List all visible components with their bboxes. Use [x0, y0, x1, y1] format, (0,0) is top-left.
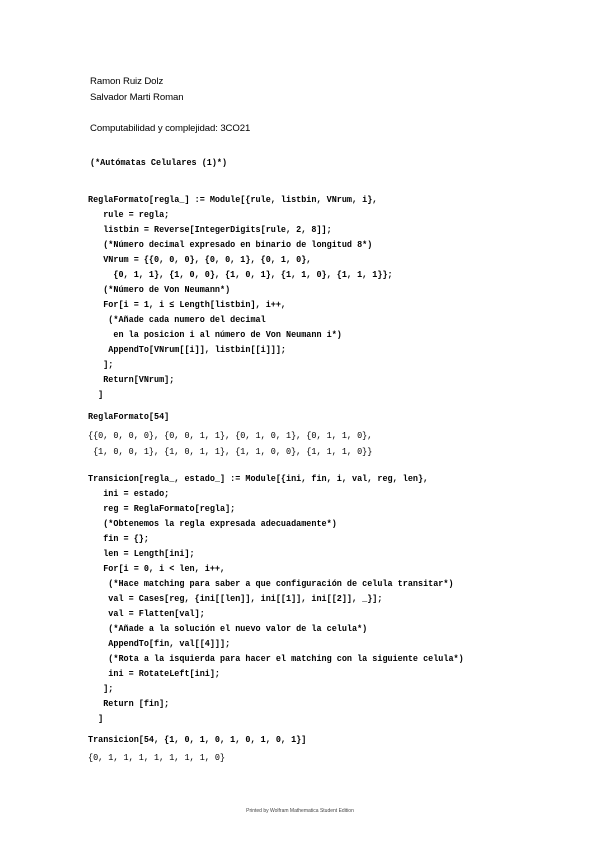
code-line: len = Length[ini]; — [88, 549, 195, 559]
code-line: AppendTo[VNrum[[i]], listbin[[i]]]; — [88, 345, 287, 355]
code-line: Return [fin]; — [88, 699, 170, 709]
code-line: rule = regla; — [88, 210, 170, 220]
output-regla-line: {{0, 0, 0, 0}, {0, 0, 1, 1}, {0, 1, 0, 1}, {0, 1, 1, 0}, — [88, 431, 373, 441]
code-line: (*Obtenemos la regla expresada adecuadamente*) — [88, 519, 337, 529]
input-regla: ReglaFormato[54] — [88, 412, 170, 422]
code-line: en la posicion i al número de Von Neumann i*) — [88, 330, 342, 340]
output-transicion: {0, 1, 1, 1, 1, 1, 1, 1, 0} — [88, 753, 226, 763]
code-line: (*Hace matching para saber a que configuración de celula transitar*) — [88, 579, 454, 589]
code-line: val = Cases[reg, {ini[[len]], ini[[1]], ini[[2]], _}]; — [88, 594, 383, 604]
code-line: {0, 1, 1}, {1, 0, 0}, {1, 0, 1}, {1, 1, 0}, {1, 1, 1}}; — [88, 270, 393, 280]
code-line: (*Añade a la solución el nuevo valor de la celula*) — [88, 624, 368, 634]
input-transicion: Transicion[54, {1, 0, 1, 0, 1, 0, 1, 0, 1}] — [88, 735, 307, 745]
code-line: (*Número decimal expresado en binario de longitud 8*) — [88, 240, 373, 250]
code-line: For[i = 0, i < len, i++, — [88, 564, 226, 574]
code-line: reg = ReglaFormato[regla]; — [88, 504, 236, 514]
code-line: val = Flatten[val]; — [88, 609, 205, 619]
code-line: listbin = Reverse[IntegerDigits[rule, 2, 8]]; — [88, 225, 332, 235]
print-footer: Printed by Wolfram Mathematica Student Edition — [246, 808, 354, 814]
code-line: fin = {}; — [88, 534, 149, 544]
code-line: AppendTo[fin, val[[4]]]; — [88, 639, 231, 649]
code-line: ini = RotateLeft[ini]; — [88, 669, 221, 679]
code-line: (*Rota a la isquierda para hacer el matching con la siguiente celula*) — [88, 654, 464, 664]
code-line: VNrum = {{0, 0, 0}, {0, 0, 1}, {0, 1, 0}, — [88, 255, 312, 265]
code-line: For[i = 1, i ≤ Length[listbin], i++, — [88, 300, 287, 310]
code-line: (*Añade cada numero del decimal — [88, 315, 266, 325]
code-line: ] — [88, 714, 104, 724]
code-line: ]; — [88, 360, 114, 370]
code-line: (*Número de Von Neumann*) — [88, 285, 231, 295]
code-line: ReglaFormato[regla_] := Module[{rule, listbin, VNrum, i}, — [88, 195, 378, 205]
title-comment: (*Autómatas Celulares (1)*) — [90, 158, 228, 168]
author-name-2: Salvador Marti Roman — [90, 92, 184, 103]
author-name-1: Ramon Ruiz Dolz — [90, 76, 164, 87]
code-line: Return[VNrum]; — [88, 375, 175, 385]
output-regla-line: {1, 0, 0, 1}, {1, 0, 1, 1}, {1, 1, 0, 0}, {1, 1, 1, 0}} — [88, 447, 373, 457]
code-line: ] — [88, 390, 104, 400]
code-line: ]; — [88, 684, 114, 694]
code-line: Transicion[regla_, estado_] := Module[{ini, fin, i, val, reg, len}, — [88, 474, 429, 484]
course-title: Computabilidad y complejidad: 3CO21 — [90, 123, 251, 134]
code-line: ini = estado; — [88, 489, 170, 499]
